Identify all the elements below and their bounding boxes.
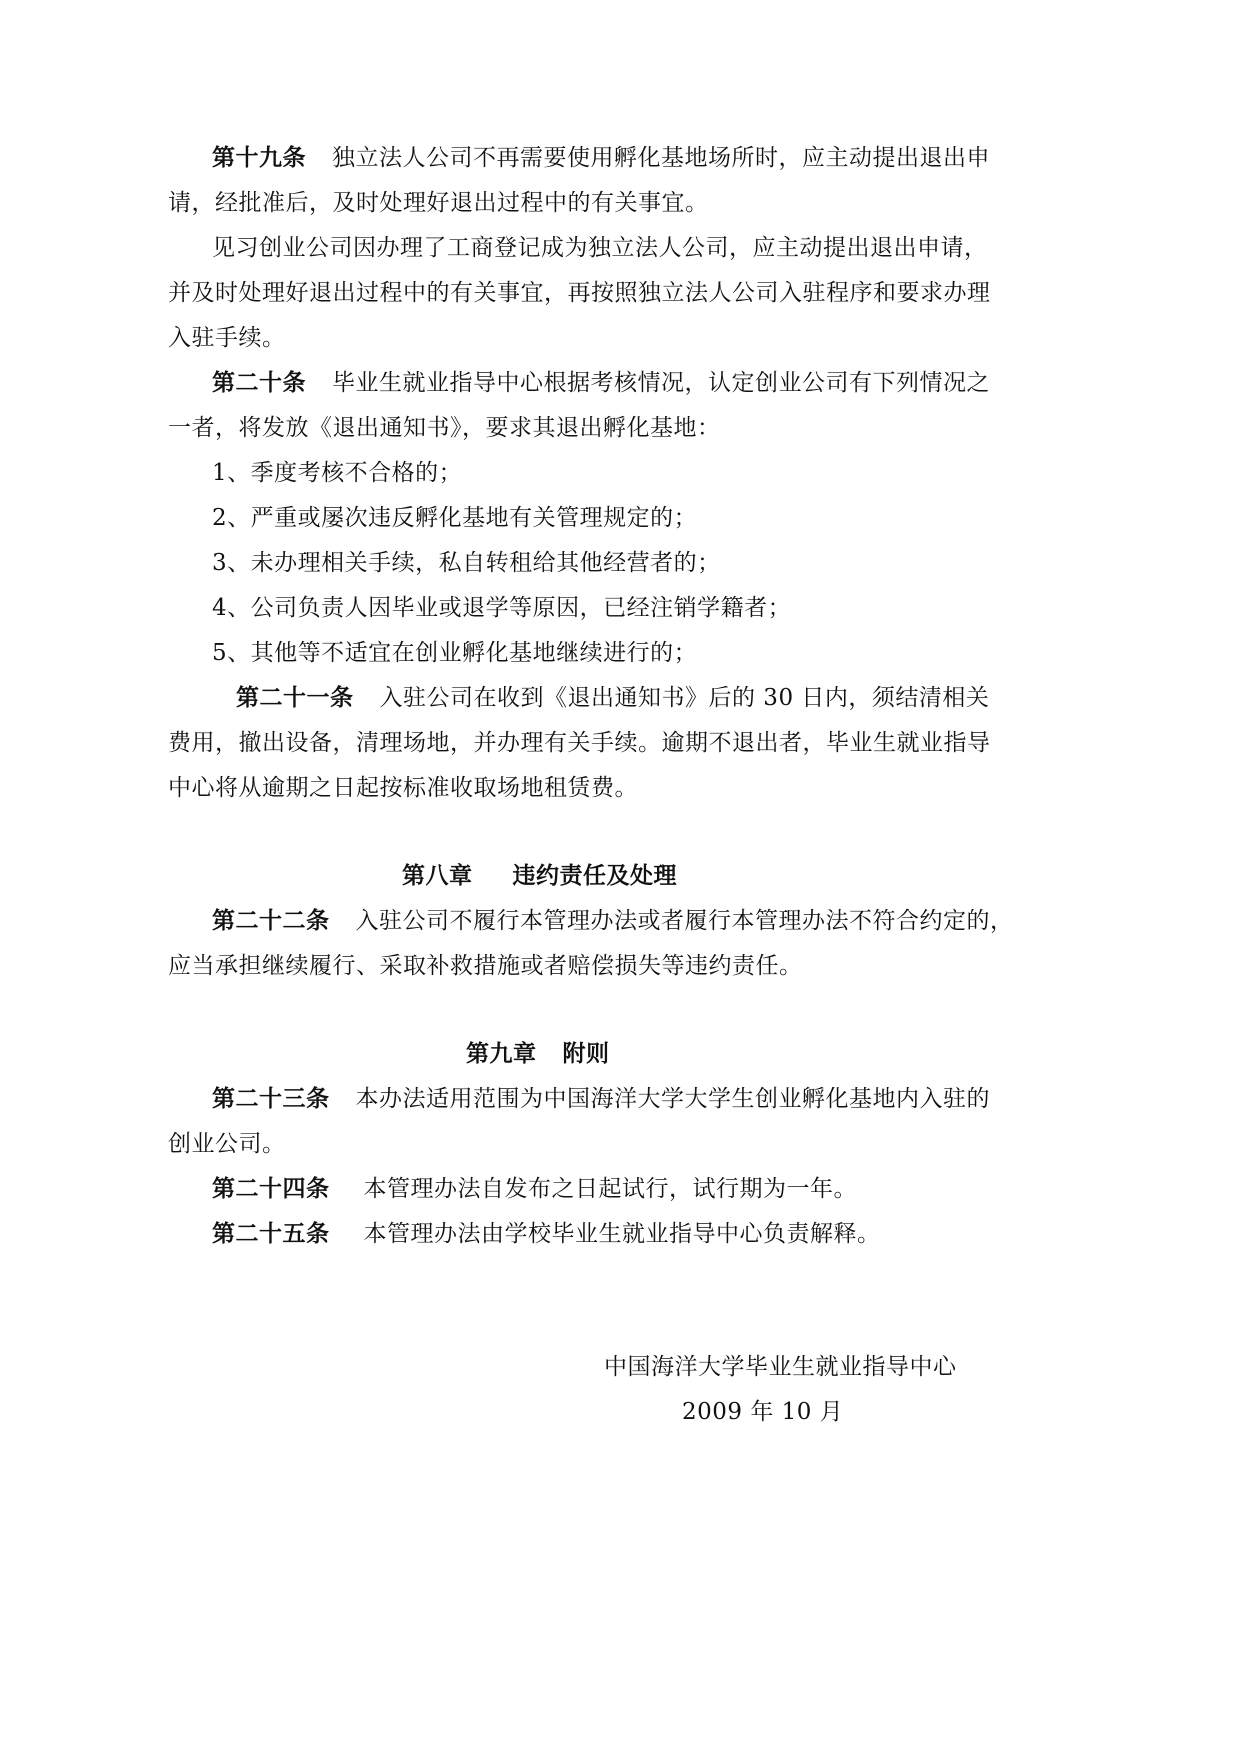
chapter-9-number: 第九章 bbox=[466, 1041, 537, 1067]
article-20-line-2: 一者，将发放《退出通知书》，要求其退出孵化基地： bbox=[168, 415, 721, 441]
article-20-text-1: 毕业生就业指导中心根据考核情况，认定创业公司有下列情况之 bbox=[332, 370, 990, 396]
article-24-line bbox=[212, 1173, 857, 1205]
article-21-label: 第二十一条 bbox=[236, 685, 354, 711]
article-19-label: 第十九条 bbox=[212, 145, 306, 171]
chapter-9-title: 附则 bbox=[562, 1041, 610, 1067]
article-24-label: 第二十四条 bbox=[212, 1176, 330, 1202]
article-20-item-4: 4、公司负责人因毕业或退学等原因，已经注销学籍者； bbox=[212, 595, 792, 621]
article-25-text: 本管理办法由学校毕业生就业指导中心负责解释。 bbox=[363, 1221, 881, 1247]
article-20-item-2: 2、严重或屡次违反孵化基地有关管理规定的； bbox=[212, 505, 698, 531]
article-23-line-1 bbox=[212, 1083, 990, 1115]
article-21-text-1: 入驻公司在收到《退出通知书》后的 30 日内，须结清相关 bbox=[379, 685, 990, 711]
article-20-label: 第二十条 bbox=[212, 370, 306, 396]
chapter-8-heading bbox=[402, 860, 677, 892]
chapter-9-heading bbox=[466, 1038, 610, 1070]
signature-date: 2009 年 10 月 bbox=[682, 1399, 844, 1425]
article-21-line-2: 费用，撤出设备，清理场地，并办理有关手续。逾期不退出者，毕业生就业指导 bbox=[168, 730, 991, 756]
article-20-line-1 bbox=[212, 367, 990, 399]
article-19-line-2: 请，经批准后，及时处理好退出过程中的有关事宜。 bbox=[168, 190, 709, 216]
article-20-item-1: 1、季度考核不合格的； bbox=[212, 460, 463, 486]
article-19-para-2-line-3: 入驻手续。 bbox=[168, 325, 286, 351]
article-25-line bbox=[212, 1218, 881, 1250]
article-19-para-2-line-2: 并及时处理好退出过程中的有关事宜，再按照独立法人公司入驻程序和要求办理 bbox=[168, 280, 991, 306]
article-24-text: 本管理办法自发布之日起试行，试行期为一年。 bbox=[363, 1176, 857, 1202]
chapter-8-number: 第八章 bbox=[402, 863, 473, 889]
article-23-line-2: 创业公司。 bbox=[168, 1131, 286, 1157]
signature-organization: 中国海洋大学毕业生就业指导中心 bbox=[604, 1354, 957, 1380]
article-22-text-1: 入驻公司不履行本管理办法或者履行本管理办法不符合约定的， bbox=[355, 908, 1014, 934]
article-23-label: 第二十三条 bbox=[212, 1086, 330, 1112]
article-22-line-2: 应当承担继续履行、采取补救措施或者赔偿损失等违约责任。 bbox=[168, 953, 803, 979]
article-22-line-1 bbox=[212, 905, 1014, 937]
article-20-item-5: 5、其他等不适宜在创业孵化基地继续进行的； bbox=[212, 640, 698, 666]
article-19-text-1: 独立法人公司不再需要使用孵化基地场所时，应主动提出退出申 bbox=[332, 145, 990, 171]
article-23-text-1: 本办法适用范围为中国海洋大学大学生创业孵化基地内入驻的 bbox=[355, 1086, 990, 1112]
article-19-para-2-line-1: 见习创业公司因办理了工商登记成为独立法人公司，应主动提出退出申请， bbox=[212, 235, 988, 261]
chapter-8-title: 违约责任及处理 bbox=[512, 863, 677, 889]
article-21-line-1 bbox=[236, 682, 989, 714]
article-22-label: 第二十二条 bbox=[212, 908, 330, 934]
article-19-line-1 bbox=[212, 142, 990, 174]
article-20-item-3: 3、未办理相关手续，私自转租给其他经营者的； bbox=[212, 550, 721, 576]
article-21-line-3: 中心将从逾期之日起按标准收取场地租赁费。 bbox=[168, 775, 638, 801]
article-25-label: 第二十五条 bbox=[212, 1221, 330, 1247]
